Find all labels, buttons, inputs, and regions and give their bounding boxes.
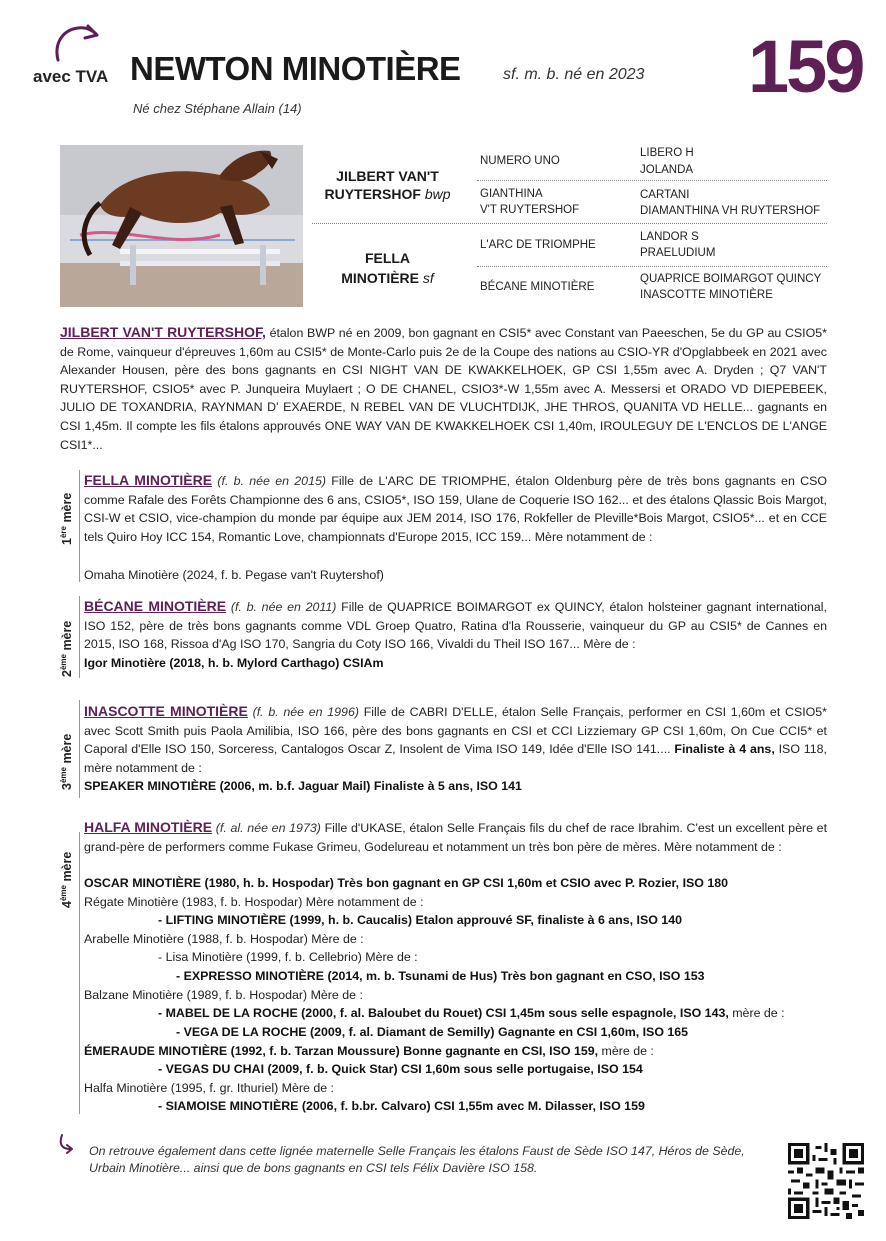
gen-label-2: 2ème mère (59, 620, 75, 677)
gen4-row: Régate Minotière (1983, f. b. Hospodar) Mère notamment de : (84, 895, 424, 909)
pedigree-dd-sire: QUAPRICE BOIMARGOT QUINCY (640, 273, 822, 285)
gen-divider (79, 832, 80, 1114)
sire-description: JILBERT VAN'T RUYTERSHOF, étalon BWP né en 2009, bon gagnant en CSI5* avec Constant van Paeeschen, 5e du GP au CSIO5* de Rome, vainqueur d'épreuves 1,60m au CSI5* de Monte-Carlo puis 2e de la Coupe des nations au CSIO-YR d'Opglabbeek en 2021 avec Alexander Housen, père des bons gagnants en CSI NIGHT VAN DE KWAKKELHOEK, GP CSI 1,55m avec A. Dryden ; Q7 VAN'T RUYTERSHOF, CSIO5* avec P. Junqueira Muylaert ; O DE CHANEL, CSIO3*-W 1,55m avec A. Messersi et ORADO VD DIEPEBEEK, JULIO DE TOXANDRIA, RAYNMAN D' EXAERDE, N REBEL VAN DE VLUCHTDIJK, JHE THROS, QUANITA VD HELLE... gagnants en CSI 1,45m. Il compte les fils étalons approuvés ONE WAY VAN DE KWAKKELHOEK CSI 1,40m, IROULEGUY DE L'ENCLOS DE L'ANGE CSI1*... (60, 324, 827, 452)
gen-divider (79, 700, 80, 798)
gen4-row: Arabelle Minotière (1988, f. b. Hospodar) Mère de : (84, 932, 364, 946)
gen4-row: - VEGAS DU CHAI (2009, f. b. Quick Star) CSI 1,60m sous selle portugaise, ISO 154 (158, 1062, 643, 1076)
gen-divider (79, 470, 80, 582)
pedigree-sire: JILBERT VAN'T RUYTERSHOF bwp (324, 168, 451, 202)
pedigree-ds-dam: PRAELUDIUM (640, 247, 716, 259)
gen1-offspring: Omaha Minotière (2024, f. b. Pegase van't Ruytershof) (84, 568, 384, 582)
gen-label-4: 4ème mère (59, 851, 75, 908)
pedigree-dam: FELLA MINOTIÈRE sf (341, 250, 434, 286)
gen3-offspring: SPEAKER MINOTIÈRE (2006, m. b.f. Jaguar Mail) Finaliste à 5 ans, ISO 141 (84, 779, 522, 793)
hook-arrow-icon (58, 1133, 78, 1155)
pedigree-ss-sire: LIBERO H (640, 147, 694, 159)
gen1-description: FELLA MINOTIÈRE (f. b. née en 2015) Fille de L'ARC DE TRIOMPHE, étalon Oldenburg père de très bons gagnants en CSO comme Rafale des Forêts Championne des 6 ans, CSIO5*, ISO 159, Ulane de Coquerie ISO 162... et des étalons Qlassic Bois Margot, CSI-W et CSIO, vice-champion du monde par équipe aux JEM 2014, ISO 176, Rokfeller de Pleville*Bois Margot, CSIO5*... et en CCE tels Quiro Hoy ICC 154, Romantic Love, championnats d'Europe 2015, ICC 159... Mère notamment de : (84, 472, 827, 544)
pedigree-ss-dam: JOLANDA (640, 164, 694, 176)
gen2-offspring: Igor Minotière (2018, h. b. Mylord Carthago) CSIAm (84, 656, 384, 670)
footnote: On retrouve également dans cette lignée maternelle Selle Français les étalons Faust de Sède ISO 147, Héros de Sède, Urbain Minotière... ainsi que de bons gagnants en CSI tels Félix Davière ISO 158. (89, 1144, 745, 1175)
gen4-row: - MABEL DE LA ROCHE (2000, f. al. Baloubet du Rouet) CSI 1,45m sous selle espagnole, ISO 143, mère de : (158, 1006, 785, 1020)
lot-number: 159 (748, 25, 863, 108)
gen4-description: HALFA MINOTIÈRE (f. al. née en 1973) Fille d'UKASE, étalon Selle Français fils du chef de race Ibrahim. C'est un excellent père et grand-père de performers comme Fukase Grimeu, Godelureau et notamment un très bon père de mères. Mère notamment de : (84, 819, 828, 854)
pedigree-divider (477, 266, 827, 267)
gen4-row: OSCAR MINOTIÈRE (1980, h. b. Hospodar) Très bon gagnant en GP CSI 1,60m et CSIO avec P. Rozier, ISO 180 (84, 876, 729, 890)
gen4-row: Balzane Minotière (1989, f. b. Hospodar) Mère de : (84, 988, 363, 1002)
gen4-row: - LIFTING MINOTIÈRE (1999, h. b. Caucalis) Etalon approuvé SF, finaliste à 6 ans, ISO 140 (158, 913, 682, 927)
breeder: Né chez Stéphane Allain (14) (133, 101, 302, 116)
gen4-row: - EXPRESSO MINOTIÈRE (2014, m. b. Tsunami de Hus) Très bon gagnant en CSO, ISO 153 (176, 969, 705, 983)
tva-label: avec TVA (33, 67, 109, 86)
gen-divider (79, 596, 80, 678)
gen4-row: ÉMERAUDE MINOTIÈRE (1992, f. b. Tarzan Moussure) Bonne gagnante en CSI, ISO 159, mère de : (84, 1044, 654, 1058)
pedigree-dam-dam: BÉCANE MINOTIÈRE (480, 281, 595, 293)
horse-photo (60, 145, 303, 307)
pedigree-dd-dam: INASCOTTE MINOTIÈRE (640, 289, 773, 301)
pedigree-divider (477, 180, 827, 181)
gen4-row: Halfa Minotière (1995, f. gr. Ithuriel) Mère de : (84, 1081, 334, 1095)
gen4-row: - SIAMOISE MINOTIÈRE (2006, f. b.br. Calvaro) CSI 1,55m avec M. Dilasser, ISO 159 (158, 1099, 645, 1113)
gen-label-1: 1ère mère (59, 492, 75, 545)
pedigree-sd-sire: CARTANI (640, 189, 690, 201)
pedigree-ds-sire: LANDOR S (640, 231, 699, 243)
pedigree-dam-sire: L'ARC DE TRIOMPHE (480, 239, 596, 251)
curved-arrow-icon (52, 22, 100, 66)
gen4-row: - Lisa Minotière (1999, f. b. Cellebrio) Mère de : (158, 950, 418, 964)
pedigree-sire-dam-1: GIANTHINA (480, 188, 543, 200)
horse-name: NEWTON MINOTIÈRE (130, 50, 461, 87)
pedigree-sire-dam-2: V'T RUYTERSHOF (480, 204, 580, 216)
gen2-description: BÉCANE MINOTIÈRE (f. b. née en 2011) Fille de QUAPRICE BOIMARGOT ex QUINCY, étalon holsteiner gagnant international, ISO 152, père de très bons gagnants comme VDL Groep Quatro, Ratina d'la Rousserie, vainqueur du GP au CSI5* de Cannes en 2015, ISO 168, Rissoa d'Ag ISO 170, Sangria du Coty ISO 166, Vivaldi du Theil ISO 167... Mère de : (84, 598, 827, 652)
horse-details: sf. m. b. né en 2023 (503, 66, 645, 83)
gen3-description: INASCOTTE MINOTIÈRE (f. b. née en 1996) Fille de CABRI D'ELLE, étalon Selle Français, performer en CSI 1,60m et CSIO5* avec Scott Smith puis Paola Amilibia, ISO 166, père des bons gagnants en CSI et CCI Lizziemary GP CSI 1,60m, On Cue CCI5* et Caporal d'Elle ISO 150, Sorceress, Cantalogos Oscar Z, Insolent de Vima ISO 149, Idée d'Elle ISO 141.... Finaliste à 4 ans, ISO 118, mère notamment de : (84, 703, 827, 775)
gen-label-3: 3ème mère (59, 733, 75, 790)
pedigree-sire-sire: NUMERO UNO (480, 155, 560, 167)
pedigree-divider (312, 223, 827, 224)
pedigree-sd-dam: DIAMANTHINA VH RUYTERSHOF (640, 205, 821, 217)
qr-code-icon (788, 1143, 864, 1219)
gen4-row: - VEGA DE LA ROCHE (2009, f. al. Diamant de Semilly) Gagnante en CSI 1,60m, ISO 165 (176, 1025, 689, 1039)
